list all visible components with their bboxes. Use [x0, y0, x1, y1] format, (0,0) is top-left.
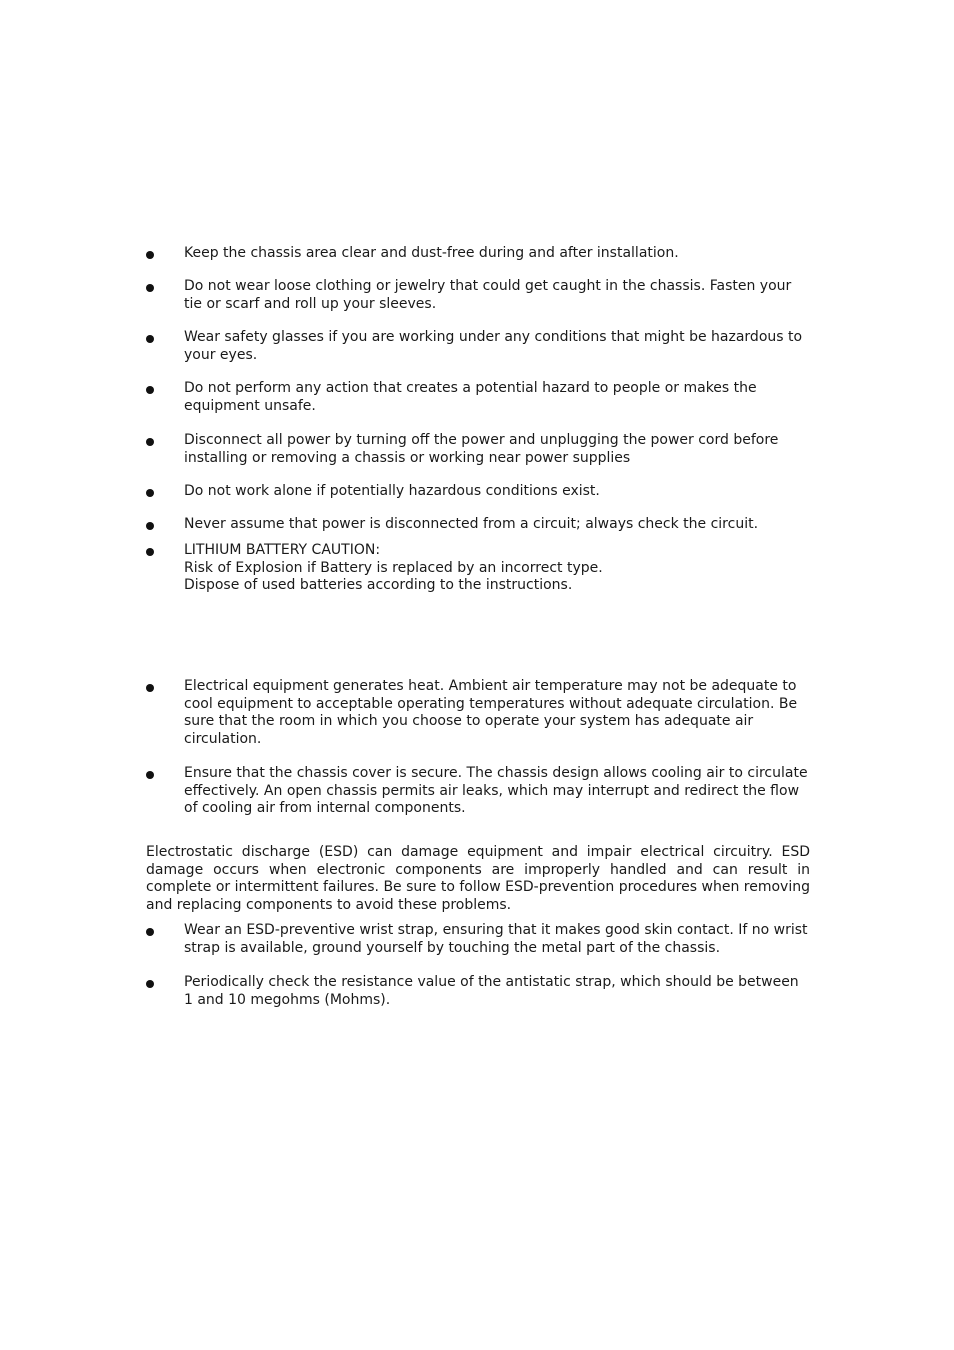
safety-item: [146, 329, 810, 364]
safety-item-text: Keep the chassis area clear and dust-free during and after installation.: [184, 245, 679, 261]
cooling-item-text: Ensure that the chassis cover is secure. The chassis design allows cooling air to circulate effectively. An open chassis permits air leaks, which may interrupt and redirect the flow of cooling air from internal components.: [184, 765, 808, 816]
bullet-icon: [146, 980, 154, 988]
bullet-icon: [146, 335, 154, 343]
bullet-icon: [146, 522, 154, 530]
esd-item-text: Wear an ESD-preventive wrist strap, ensuring that it makes good skin contact. If no wrist strap is available, ground yourself by touching the metal part of the chassis.: [184, 922, 808, 956]
safety-item: [146, 245, 810, 263]
bullet-icon: [146, 284, 154, 292]
esd-item: [146, 922, 810, 957]
bullet-icon: [146, 548, 154, 556]
safety-item: [146, 278, 810, 313]
bullet-icon: [146, 251, 154, 259]
esd-item: [146, 974, 810, 1009]
safety-item-text: Do not work alone if potentially hazardous conditions exist.: [184, 483, 600, 499]
battery-caution-text: LITHIUM BATTERY CAUTION: Risk of Explosion if Battery is replaced by an incorrect type. Dispose of used batteries according to the instructions.: [184, 542, 603, 593]
safety-item-text: Do not wear loose clothing or jewelry that could get caught in the chassis. Fasten your tie or scarf and roll up your sleeves.: [184, 278, 792, 312]
esd-item-text: Periodically check the resistance value of the antistatic strap, which should be between 1 and 10 megohms (Mohms).: [184, 974, 799, 1008]
bullet-icon: [146, 684, 154, 692]
bullet-icon: [146, 489, 154, 497]
safety-item: [146, 516, 810, 534]
safety-item: [146, 380, 810, 415]
safety-item-text: Disconnect all power by turning off the power and unplugging the power cord before installing or removing a chassis or working near power supplies: [184, 432, 779, 466]
cooling-item-text: Electrical equipment generates heat. Ambient air temperature may not be adequate to cool equipment to acceptable operating temperatures without adequate circulation. Be sure that the room in which you choose to operate your system has adequate air circulation.: [184, 678, 798, 747]
bullet-icon: [146, 438, 154, 446]
safety-item-text: Wear safety glasses if you are working under any conditions that might be hazardous to your eyes.: [184, 329, 803, 363]
bullet-icon: [146, 928, 154, 936]
cooling-item: [146, 765, 810, 818]
battery-caution-item: [146, 542, 810, 595]
bullet-icon: [146, 386, 154, 394]
bullet-icon: [146, 771, 154, 779]
safety-item-text: Never assume that power is disconnected from a circuit; always check the circuit.: [184, 516, 759, 532]
safety-item-text: Do not perform any action that creates a potential hazard to people or makes the equipment unsafe.: [184, 380, 757, 414]
cooling-item: [146, 678, 810, 748]
safety-item: [146, 432, 810, 467]
safety-item: [146, 483, 810, 501]
esd-intro-paragraph: Electrostatic discharge (ESD) can damage equipment and impair electrical circuitry. ESD damage occurs when electronic components are improperly handled and can result in complete or intermittent failures. Be sure to follow ESD-prevention procedures when removing and replacing components to avoid these problems.: [146, 844, 810, 913]
